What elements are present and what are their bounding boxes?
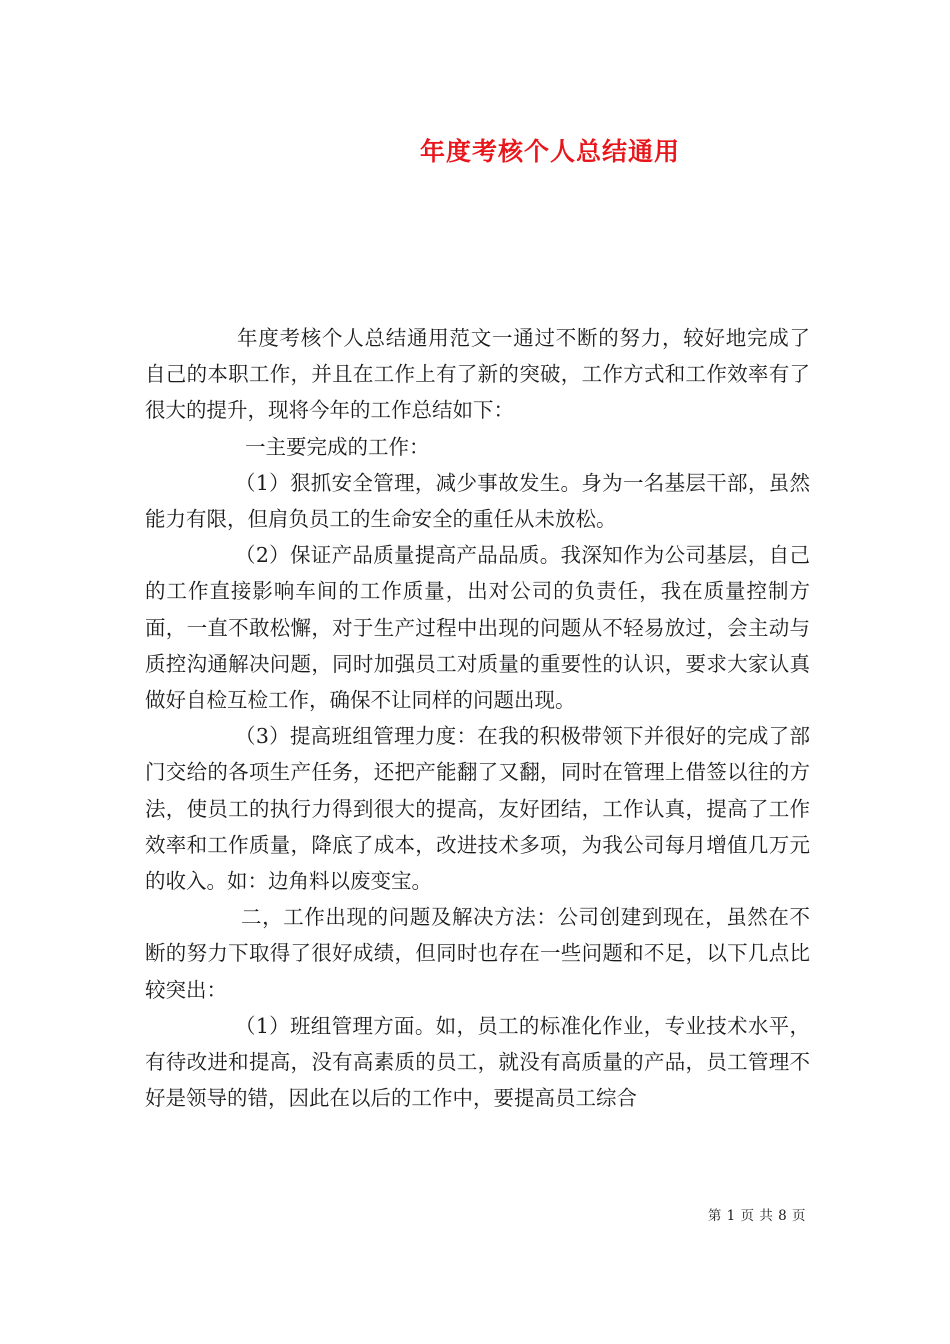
page-number: 第 1 页 共 8 页 bbox=[707, 1208, 806, 1224]
paragraph-section-1-heading: 一主要完成的工作： bbox=[245, 434, 430, 459]
paragraph-section-2-item-1: （1）班组管理方面。如，员工的标准化作业，专业技术水平，有待改进和提高，没有高素质的员工，就没有高质量的产品，员工管理不好是领导的错，因此在以后的工作中，要提高员工综合 bbox=[145, 1013, 810, 1111]
document-title: 年度考核个人总结通用 bbox=[419, 137, 680, 166]
paragraph-item-1: （1）狠抓安全管理，减少事故发生。身为一名基层干部，虽然能力有限，但肩负员工的生命安全的重任从未放松。 bbox=[145, 470, 810, 532]
document-body bbox=[145, 320, 810, 1116]
paragraph-intro: 年度考核个人总结通用范文一通过不断的努力，较好地完成了自己的本职工作，并且在工作上有了新的突破，工作方式和工作效率有了很大的提升，现将今年的工作总结如下： bbox=[145, 326, 810, 423]
paragraph-item-3: （3）提高班组管理力度：在我的积极带领下并很好的完成了部门交给的各项生产任务，还把产能翻了又翻，同时在管理上借签以往的方法，使员工的执行力得到很大的提高，友好团结，工作认真，提高了工作效率和工作质量，降底了成本，改进技术多项，为我公司每月增值几万元的收入。如：边角料以废变宝。 bbox=[145, 724, 810, 894]
paragraph-section-2: 二，工作出现的问题及解决方法：公司创建到现在，虽然在不断的努力下取得了很好成绩，但同时也存在一些问题和不足，以下几点比较突出： bbox=[145, 905, 810, 1002]
paragraph-item-2: （2）保证产品质量提高产品品质。我深知作为公司基层，自己的工作直接影响车间的工作质量，出对公司的负责任，我在质量控制方面，一直不敢松懈，对于生产过程中出现的问题从不轻易放过，会主动与质控沟通解决问题，同时加强员工对质量的重要性的认识，要求大家认真做好自检互检工作，确保不让同样的问题出现。 bbox=[145, 543, 810, 713]
